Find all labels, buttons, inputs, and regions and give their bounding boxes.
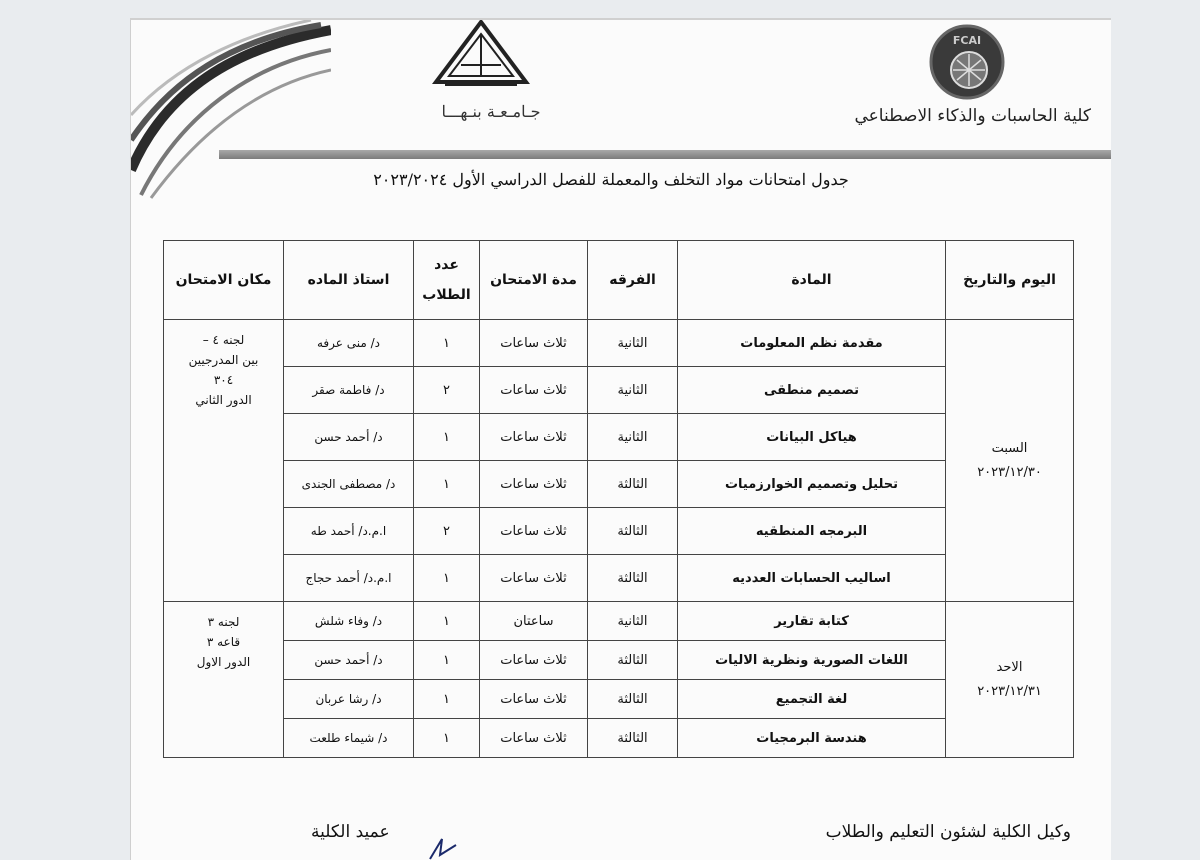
place-line: الدور الاول xyxy=(196,655,251,669)
level-cell: الثالثة xyxy=(588,680,678,719)
subject-cell: لغة التجميع xyxy=(678,680,946,719)
instructor-cell: د/ وفاء شلش xyxy=(284,602,414,641)
subject-cell: اللغات الصورية ونظرية الاليات xyxy=(678,641,946,680)
subject-cell: هياكل البيانات xyxy=(678,414,946,461)
students-cell: ١ xyxy=(414,555,480,602)
instructor-cell: ا.م.د/ أحمد حجاج xyxy=(284,555,414,602)
place-line: بين المدرجيين xyxy=(188,353,259,367)
table-row xyxy=(164,641,1074,680)
university-name: جـامـعـة بنـهـــا xyxy=(441,102,541,121)
signature-area xyxy=(131,816,1111,856)
duration-cell: ثلاث ساعات xyxy=(480,320,588,367)
duration-cell: ثلاث ساعات xyxy=(480,508,588,555)
duration-cell: ساعتان xyxy=(480,602,588,641)
subject-cell: هندسة البرمجيات xyxy=(678,719,946,758)
level-cell: الثانية xyxy=(588,367,678,414)
faculty-name: كلية الحاسبات والذكاء الاصطناعي xyxy=(854,106,1091,126)
table-row xyxy=(164,555,1074,602)
subject-cell: كتابة تقارير xyxy=(678,602,946,641)
duration-cell: ثلاث ساعات xyxy=(480,641,588,680)
document-page xyxy=(130,18,1111,860)
duration-cell: ثلاث ساعات xyxy=(480,367,588,414)
students-cell: ١ xyxy=(414,414,480,461)
subject-cell: اساليب الحسابات العدديه xyxy=(678,555,946,602)
students-cell: ١ xyxy=(414,641,480,680)
university-logo-icon xyxy=(431,20,531,90)
instructor-cell: د/ أحمد حسن xyxy=(284,641,414,680)
duration-cell: ثلاث ساعات xyxy=(480,555,588,602)
students-cell: ١ xyxy=(414,680,480,719)
place-cell xyxy=(164,602,284,758)
level-cell: الثالثة xyxy=(588,641,678,680)
instructor-cell: د/ منى عرفه xyxy=(284,320,414,367)
level-cell: الثالثة xyxy=(588,508,678,555)
place-line: ٣٠٤ xyxy=(213,373,234,387)
duration-cell: ثلاث ساعات xyxy=(480,719,588,758)
table-row xyxy=(164,367,1074,414)
place-line: قاعه ٣ xyxy=(206,635,241,649)
table-row xyxy=(164,320,1074,367)
table-row xyxy=(164,602,1074,641)
duration-cell: ثلاث ساعات xyxy=(480,414,588,461)
header-students: عدد الطلاب xyxy=(414,241,480,320)
schedule-title: جدول امتحانات مواد التخلف والمعملة للفصل الدراسي الأول ٢٠٢٣/٢٠٢٤ xyxy=(373,170,849,189)
dean-signature-label: عميد الكلية xyxy=(311,822,390,842)
subject-cell: تحليل وتصميم الخوارزميات xyxy=(678,461,946,508)
day-date: ٢٠٢٣/١٢/٣٠ xyxy=(977,464,1042,480)
level-cell: الثالثة xyxy=(588,555,678,602)
place-line: لجنه ٣ xyxy=(207,615,240,629)
level-cell: الثالثة xyxy=(588,461,678,508)
day-name: السبت xyxy=(991,440,1028,456)
faculty-logo-text: FCAI xyxy=(952,34,982,47)
instructor-cell: د/ فاطمة صقر xyxy=(284,367,414,414)
header-instructor: استاذ الماده xyxy=(284,241,414,320)
day-cell xyxy=(946,320,1074,602)
students-cell: ١ xyxy=(414,719,480,758)
table-row xyxy=(164,719,1074,758)
table-row xyxy=(164,508,1074,555)
level-cell: الثالثة xyxy=(588,719,678,758)
day-name: الاحد xyxy=(996,659,1023,675)
students-cell: ١ xyxy=(414,461,480,508)
students-cell: ١ xyxy=(414,320,480,367)
instructor-cell: د/ أحمد حسن xyxy=(284,414,414,461)
subject-cell: البرمجه المنطقيه xyxy=(678,508,946,555)
students-cell: ١ xyxy=(414,602,480,641)
table-row xyxy=(164,414,1074,461)
signature-scribble-icon xyxy=(428,835,458,860)
students-cell: ٢ xyxy=(414,508,480,555)
instructor-cell: د/ رشا عربان xyxy=(284,680,414,719)
duration-cell: ثلاث ساعات xyxy=(480,680,588,719)
header-level: الفرقه xyxy=(588,241,678,320)
day-cell xyxy=(946,602,1074,758)
header-place: مكان الامتحان xyxy=(164,241,284,320)
table-header-row xyxy=(164,241,1074,320)
students-cell: ٢ xyxy=(414,367,480,414)
level-cell: الثانية xyxy=(588,320,678,367)
header-day: اليوم والتاريخ xyxy=(946,241,1074,320)
subject-cell: تصميم منطقى xyxy=(678,367,946,414)
faculty-logo-icon xyxy=(927,20,1007,102)
table-row xyxy=(164,680,1074,719)
vice-dean-signature-label: وكيل الكلية لشئون التعليم والطلاب xyxy=(825,822,1071,842)
place-line: الدور الثاني xyxy=(195,393,252,407)
duration-cell: ثلاث ساعات xyxy=(480,461,588,508)
day-date: ٢٠٢٣/١٢/٣١ xyxy=(977,683,1042,699)
subject-cell: مقدمة نظم المعلومات xyxy=(678,320,946,367)
header-subject: المادة xyxy=(678,241,946,320)
exam-schedule-table xyxy=(163,240,1074,758)
header-duration: مدة الامتحان xyxy=(480,241,588,320)
header-divider xyxy=(219,150,1111,159)
place-line: لجنه ٤ – xyxy=(202,333,245,347)
level-cell: الثانية xyxy=(588,602,678,641)
instructor-cell: د/ شيماء طلعت xyxy=(284,719,414,758)
level-cell: الثانية xyxy=(588,414,678,461)
instructor-cell: د/ مصطفى الجندى xyxy=(284,461,414,508)
decorative-swoosh xyxy=(131,20,331,200)
exam-table-wrapper xyxy=(163,240,1074,758)
table-row xyxy=(164,461,1074,508)
instructor-cell: ا.م.د/ أحمد طه xyxy=(284,508,414,555)
place-cell xyxy=(164,320,284,602)
